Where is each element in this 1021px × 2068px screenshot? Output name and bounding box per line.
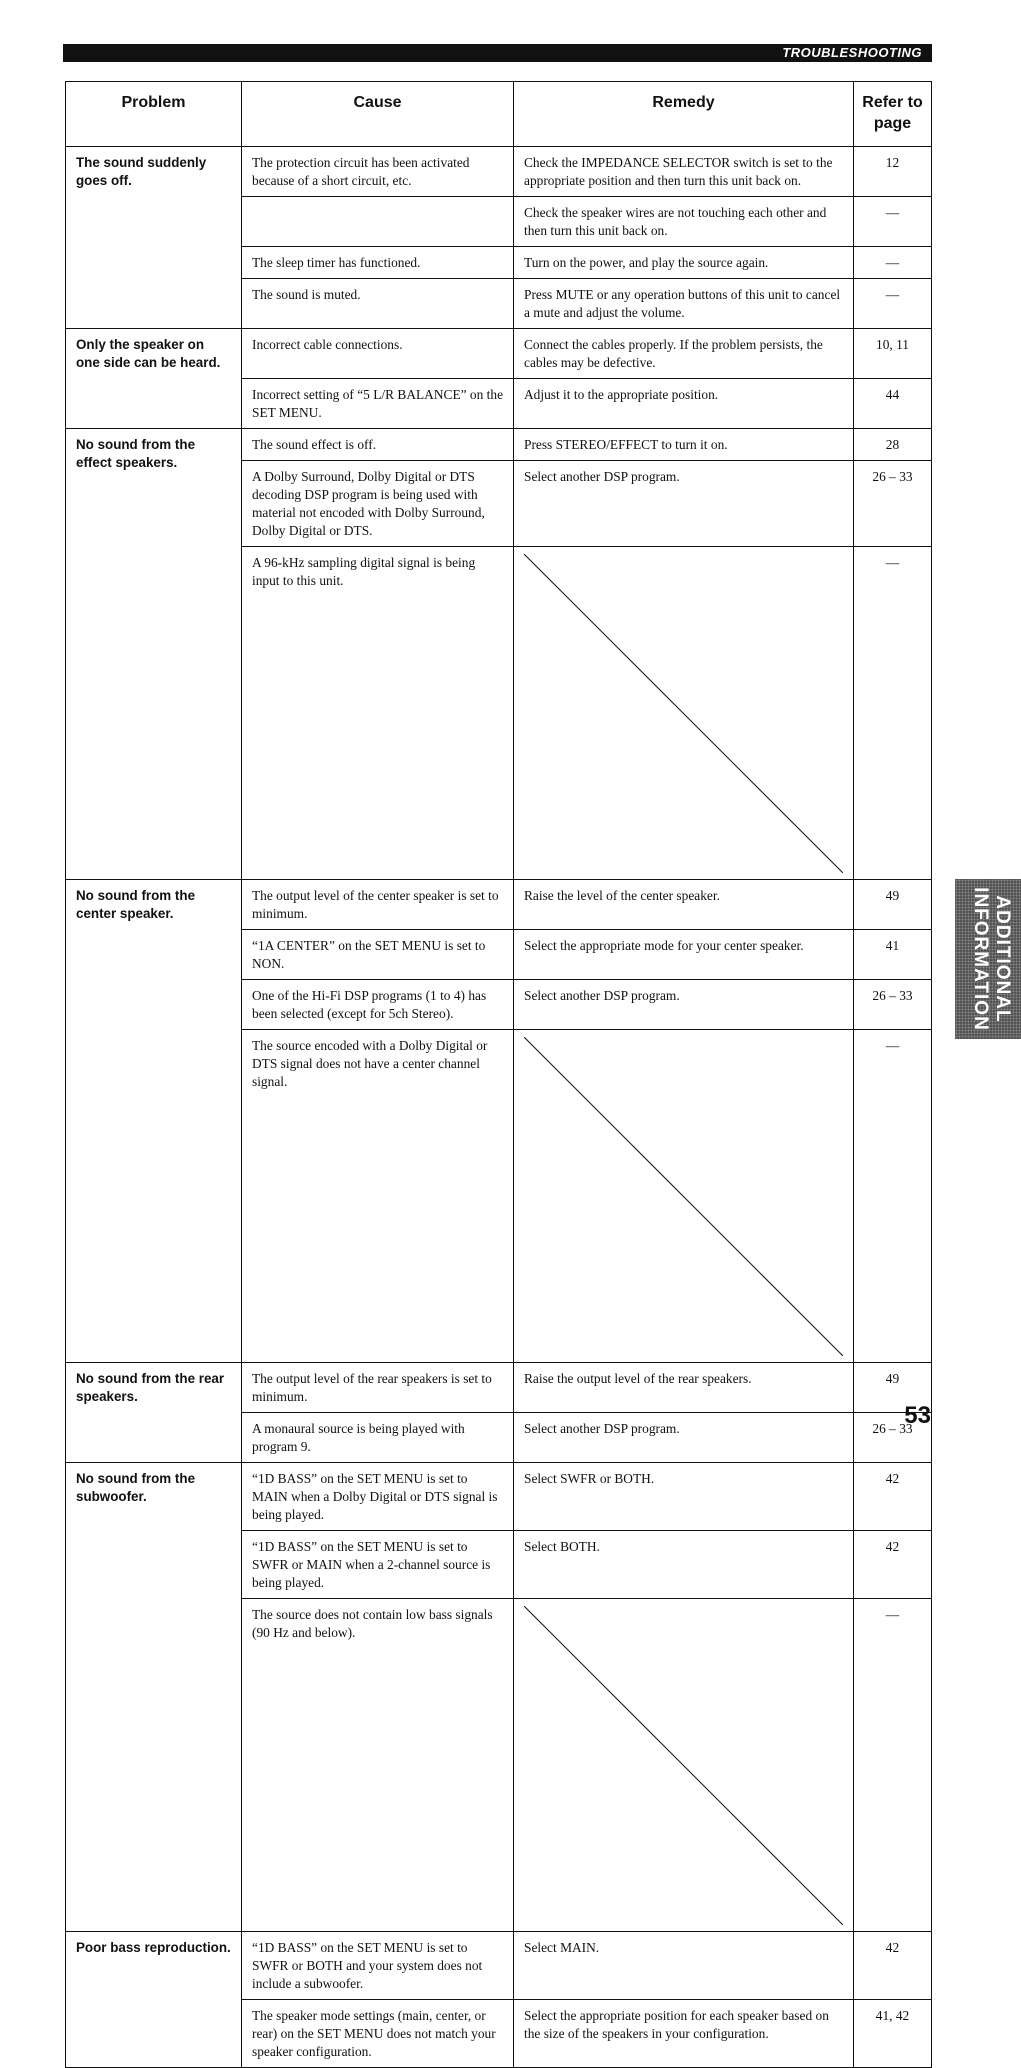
refer-page-cell: —: [854, 247, 932, 279]
refer-page-cell: —: [854, 1599, 932, 1932]
header-cause: Cause: [242, 82, 514, 147]
cause-cell: “1D BASS” on the SET MENU is set to SWFR or BOTH and your system does not include a subwoofer.: [242, 1932, 514, 2000]
refer-page-cell: —: [854, 1030, 932, 1363]
remedy-cell: Select another DSP program.: [514, 461, 854, 547]
refer-page-cell: 44: [854, 379, 932, 429]
problem-cell: Only the speaker on one side can be heard.: [66, 329, 242, 429]
problem-cell: No sound from the center speaker.: [66, 880, 242, 1363]
remedy-cell: Press STEREO/EFFECT to turn it on.: [514, 429, 854, 461]
table-header-row: [66, 82, 932, 147]
refer-page-cell: 28: [854, 429, 932, 461]
diagonal-strike: [524, 1037, 843, 1356]
table-row: [66, 429, 932, 461]
cause-cell: The sound is muted.: [242, 279, 514, 329]
cause-cell: Incorrect setting of “5 L/R BALANCE” on the SET MENU.: [242, 379, 514, 429]
table-row: [66, 1363, 932, 1413]
cause-cell: “1D BASS” on the SET MENU is set to SWFR or MAIN when a 2-channel source is being played.: [242, 1531, 514, 1599]
refer-page-cell: —: [854, 279, 932, 329]
table-row: [66, 1932, 932, 2000]
side-tab-line1: ADDITIONAL: [992, 895, 1013, 1023]
refer-page-cell: 26 – 33: [854, 1413, 932, 1463]
refer-page-cell: 42: [854, 1531, 932, 1599]
cause-cell: A monaural source is being played with program 9.: [242, 1413, 514, 1463]
remedy-cell: Check the speaker wires are not touching each other and then turn this unit back on.: [514, 197, 854, 247]
cause-cell: Incorrect cable connections.: [242, 329, 514, 379]
section-title: TROUBLESHOOTING: [782, 45, 922, 60]
cause-cell: [242, 197, 514, 247]
refer-page-cell: 12: [854, 147, 932, 197]
remedy-cell: Raise the output level of the rear speakers.: [514, 1363, 854, 1413]
page-number: 53: [904, 1402, 931, 1429]
problem-cell: No sound from the rear speakers.: [66, 1363, 242, 1463]
refer-page-cell: —: [854, 547, 932, 880]
refer-page-cell: 42: [854, 1932, 932, 2000]
cause-cell: The source does not contain low bass signals (90 Hz and below).: [242, 1599, 514, 1932]
troubleshooting-table: [65, 81, 932, 2068]
cause-cell: The source encoded with a Dolby Digital or DTS signal does not have a center channel signal.: [242, 1030, 514, 1363]
refer-page-cell: 10, 11: [854, 329, 932, 379]
refer-page-cell: 49: [854, 880, 932, 930]
cause-cell: A 96-kHz sampling digital signal is being input to this unit.: [242, 547, 514, 880]
diagonal-line: [524, 1606, 843, 1925]
cause-cell: The sound effect is off.: [242, 429, 514, 461]
remedy-cell: Select MAIN.: [514, 1932, 854, 2000]
diagonal-line: [524, 1037, 843, 1356]
table-row: [66, 880, 932, 930]
cause-cell: The sleep timer has functioned.: [242, 247, 514, 279]
remedy-cell: Raise the level of the center speaker.: [514, 880, 854, 930]
diagonal-strike: [524, 1606, 843, 1925]
refer-page-cell: 26 – 33: [854, 461, 932, 547]
refer-page-cell: 49: [854, 1363, 932, 1413]
remedy-cell: Adjust it to the appropriate position.: [514, 379, 854, 429]
remedy-cell: Select the appropriate mode for your center speaker.: [514, 930, 854, 980]
remedy-cell: Check the IMPEDANCE SELECTOR switch is set to the appropriate position and then turn this unit back on.: [514, 147, 854, 197]
refer-page-cell: 26 – 33: [854, 980, 932, 1030]
refer-page-cell: 41: [854, 930, 932, 980]
cause-cell: “1A CENTER” on the SET MENU is set to NON.: [242, 930, 514, 980]
side-tab-label: [961, 885, 1013, 1033]
refer-page-cell: —: [854, 197, 932, 247]
cause-cell: “1D BASS” on the SET MENU is set to MAIN when a Dolby Digital or DTS signal is being played.: [242, 1463, 514, 1531]
side-tab-line2: INFORMATION: [970, 887, 991, 1031]
section-header-bar: [63, 44, 932, 62]
problem-cell: No sound from the effect speakers.: [66, 429, 242, 880]
table-row: [66, 147, 932, 197]
remedy-cell: Connect the cables properly. If the problem persists, the cables may be defective.: [514, 329, 854, 379]
remedy-cell: Select BOTH.: [514, 1531, 854, 1599]
side-tab-additional-information: [955, 879, 1021, 1039]
diagonal-line: [524, 554, 843, 873]
diagonal-strike: [524, 554, 843, 873]
remedy-cell: Press MUTE or any operation buttons of this unit to cancel a mute and adjust the volume.: [514, 279, 854, 329]
remedy-cell-empty: [514, 1599, 854, 1932]
remedy-cell-empty: [514, 1030, 854, 1363]
table-row: [66, 329, 932, 379]
problem-cell: No sound from the subwoofer.: [66, 1463, 242, 1932]
problem-cell: The sound suddenly goes off.: [66, 147, 242, 329]
cause-cell: A Dolby Surround, Dolby Digital or DTS decoding DSP program is being used with material not encoded with Dolby Surround, Dolby Digital or DTS.: [242, 461, 514, 547]
cause-cell: One of the Hi-Fi DSP programs (1 to 4) has been selected (except for 5ch Stereo).: [242, 980, 514, 1030]
cause-cell: The output level of the center speaker is set to minimum.: [242, 880, 514, 930]
remedy-cell: Select the appropriate position for each speaker based on the size of the speakers in your configuration.: [514, 2000, 854, 2068]
remedy-cell: Select another DSP program.: [514, 1413, 854, 1463]
table-row: [66, 1463, 932, 1531]
problem-cell: Poor bass reproduction.: [66, 1932, 242, 2068]
header-problem: Problem: [66, 82, 242, 147]
table-body: [66, 147, 932, 2068]
remedy-cell: Turn on the power, and play the source again.: [514, 247, 854, 279]
cause-cell: The speaker mode settings (main, center, or rear) on the SET MENU does not match your speaker configuration.: [242, 2000, 514, 2068]
header-refer: Refer to page: [854, 82, 932, 147]
cause-cell: The output level of the rear speakers is set to minimum.: [242, 1363, 514, 1413]
cause-cell: The protection circuit has been activated because of a short circuit, etc.: [242, 147, 514, 197]
refer-page-cell: 41, 42: [854, 2000, 932, 2068]
refer-page-cell: 42: [854, 1463, 932, 1531]
remedy-cell: Select SWFR or BOTH.: [514, 1463, 854, 1531]
remedy-cell-empty: [514, 547, 854, 880]
header-remedy: Remedy: [514, 82, 854, 147]
remedy-cell: Select another DSP program.: [514, 980, 854, 1030]
